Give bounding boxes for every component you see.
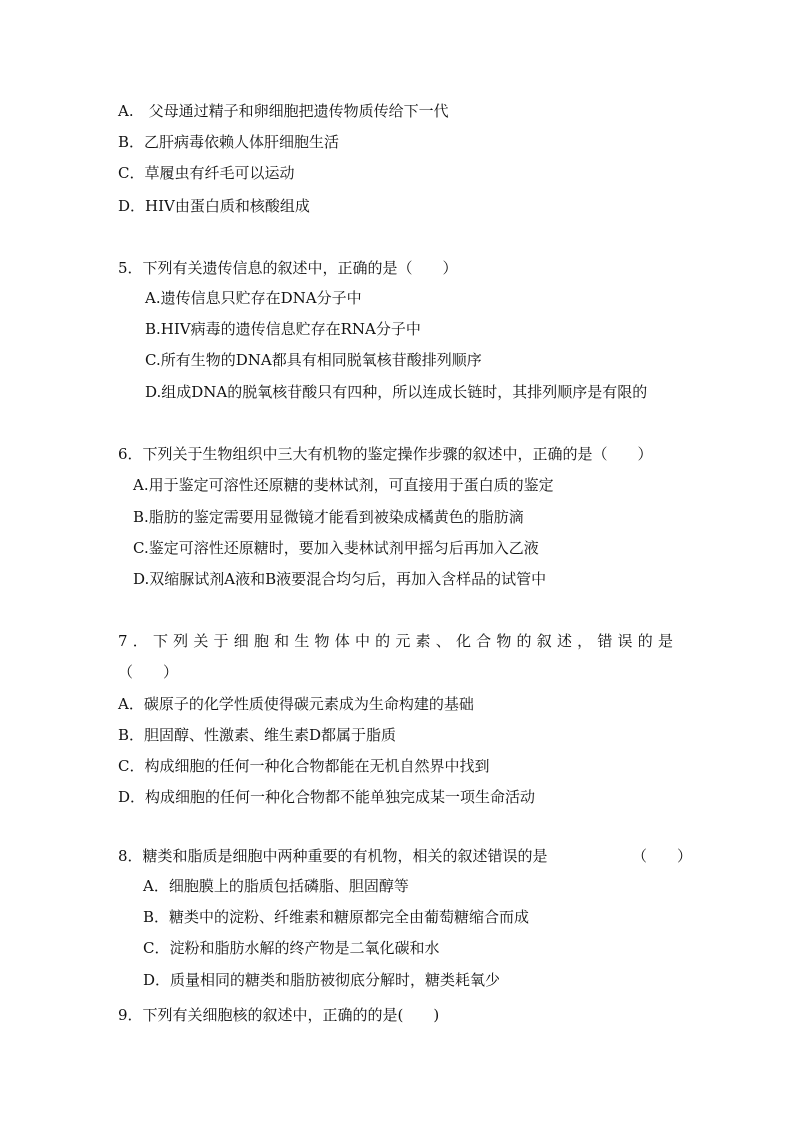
q9-stem: 9．下列有关细胞核的叙述中，正确的的是( ) xyxy=(118,1006,440,1024)
q5-option-a: A.遗传信息只贮存在DNA分子中 xyxy=(145,289,362,307)
q4-option-d: D．HIV由蛋白质和核酸组成 xyxy=(118,197,310,215)
q5-option-d: D.组成DNA的脱氧核苷酸只有四种，所以连成长链时，其排列顺序是有限的 xyxy=(145,383,648,401)
q4-option-c: C．草履虫有纤毛可以运动 xyxy=(118,164,295,182)
q8-option-d: D．质量相同的糖类和脂肪被彻底分解时，糖类耗氧少 xyxy=(143,971,501,989)
q7-stem: 7．下列关于细胞和生物体中的元素、化合物的叙述，错误的是 xyxy=(118,632,679,650)
q5-stem: 5．下列有关遗传信息的叙述中，正确的是（ ） xyxy=(118,259,458,277)
q6-option-b: B.脂肪的鉴定需要用显微镜才能看到被染成橘黄色的脂肪滴 xyxy=(133,508,524,526)
q8-stem: 8．糖类和脂质是细胞中两种重要的有机物，相关的叙述错误的是 xyxy=(118,847,548,865)
q8-option-c: C．淀粉和脂肪水解的终产物是二氧化碳和水 xyxy=(143,939,440,957)
q6-stem: 6．下列关于生物组织中三大有机物的鉴定操作步骤的叙述中，正确的是（ ） xyxy=(118,445,653,463)
q7-option-a: A．碳原子的化学性质使得碳元素成为生命构建的基础 xyxy=(118,695,474,713)
q8-answer-paren: （ ） xyxy=(632,847,693,865)
q7-stem-paren: （ ） xyxy=(118,663,179,681)
q4-option-b: B．乙肝病毒依赖人体肝细胞生活 xyxy=(118,133,340,151)
q6-option-a: A.用于鉴定可溶性还原糖的斐林试剂，可直接用于蛋白质的鉴定 xyxy=(133,476,554,494)
q7-option-c: C．构成细胞的任何一种化合物都能在无机自然界中找到 xyxy=(118,757,490,775)
q8-option-a: A．细胞膜上的脂质包括磷脂、胆固醇等 xyxy=(143,877,409,895)
q6-option-c: C.鉴定可溶性还原糖时，要加入斐林试剂甲摇匀后再加入乙液 xyxy=(133,539,539,557)
q4-option-a: A. 父母通过精子和卵细胞把遗传物质传给下一代 xyxy=(118,102,449,120)
q7-option-b: B．胆固醇、性激素、维生素D都属于脂质 xyxy=(118,726,397,744)
q5-option-c: C.所有生物的DNA都具有相同脱氧核苷酸排列顺序 xyxy=(145,351,482,369)
q8-option-b: B．糖类中的淀粉、纤维素和糖原都完全由葡萄糖缩合而成 xyxy=(143,908,530,926)
q6-option-d: D.双缩脲试剂A液和B液要混合均匀后，再加入含样品的试管中 xyxy=(133,570,547,588)
q5-option-b: B.HIV病毒的遗传信息贮存在RNA分子中 xyxy=(145,320,421,338)
q7-option-d: D．构成细胞的任何一种化合物都不能单独完成某一项生命活动 xyxy=(118,788,536,806)
